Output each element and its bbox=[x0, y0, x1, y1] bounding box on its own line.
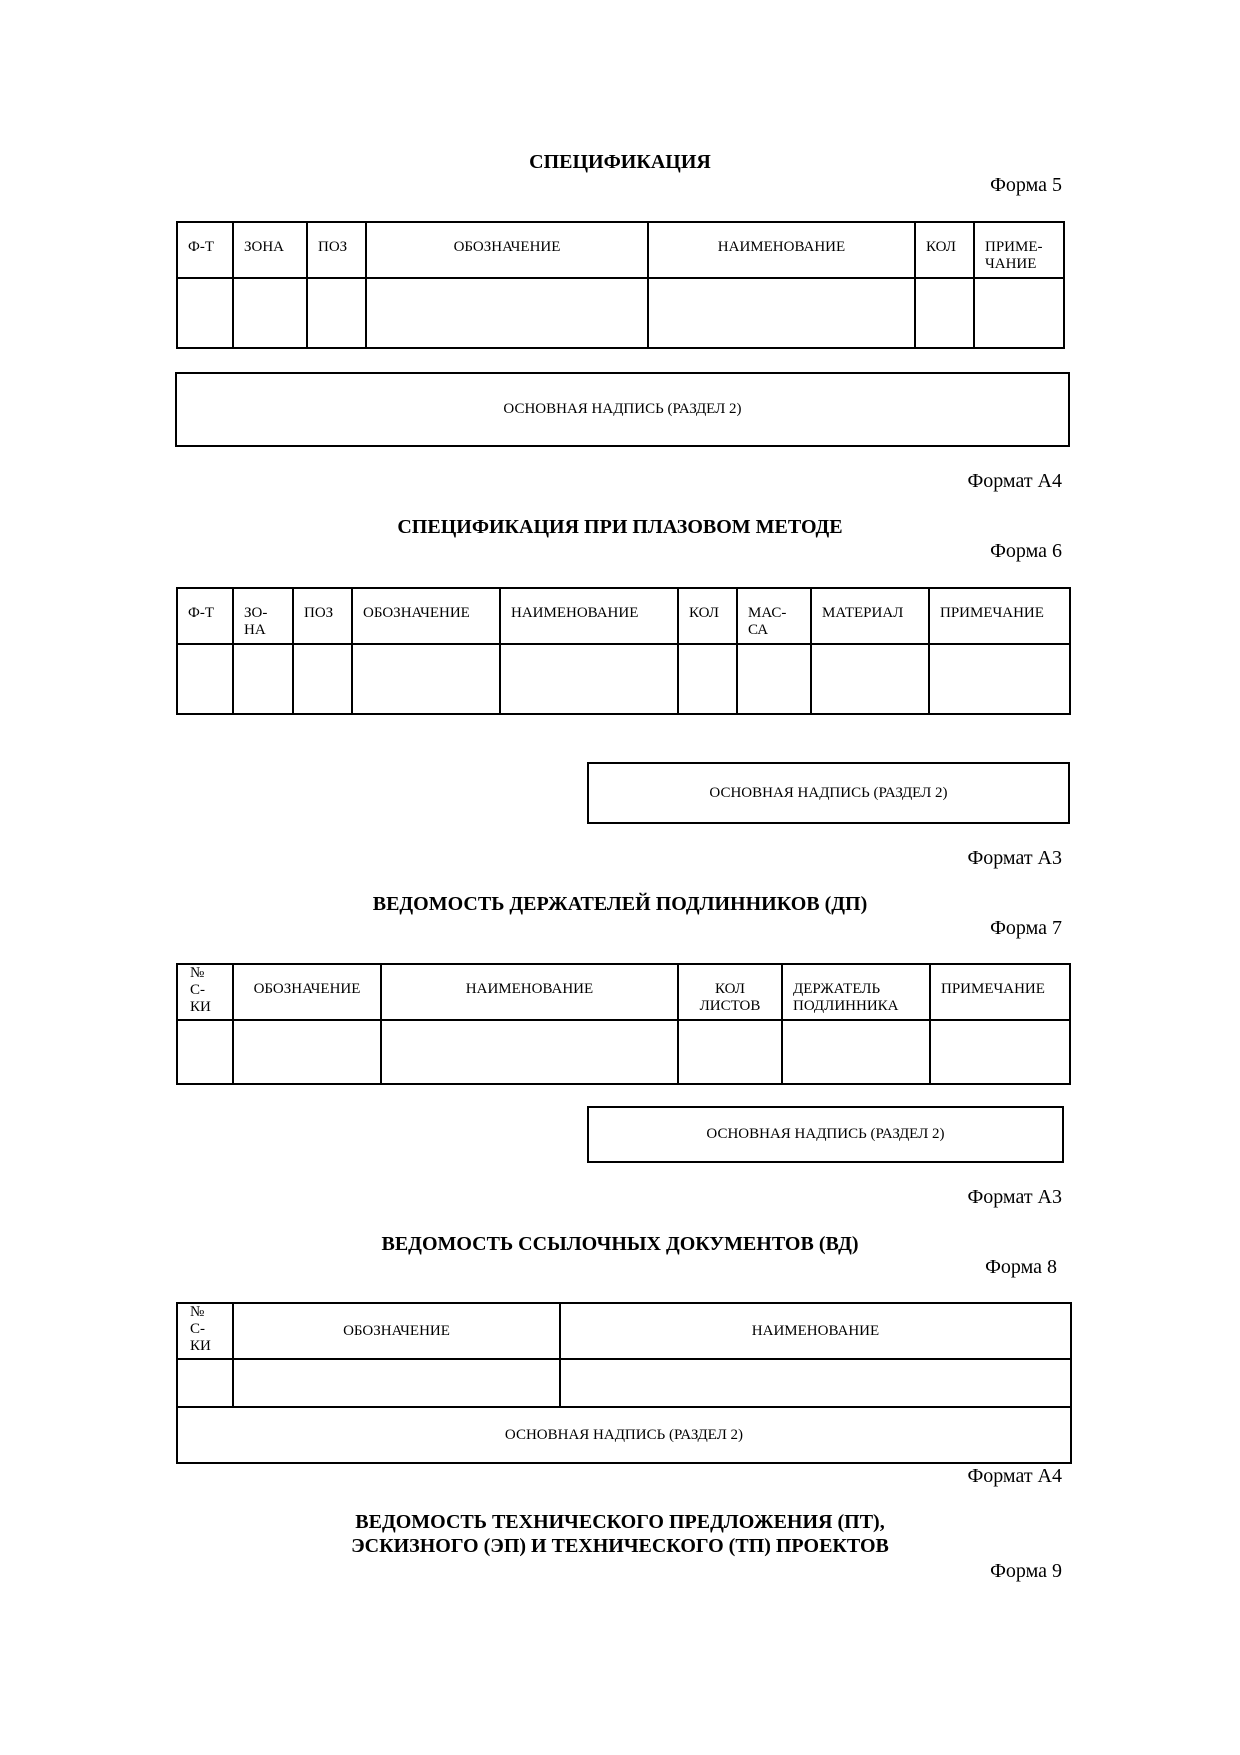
header-cell: НАИМЕНОВАНИЕ bbox=[500, 588, 678, 644]
table-header-row bbox=[177, 588, 1070, 644]
header-cell: ОБОЗНАЧЕНИЕ bbox=[233, 1303, 560, 1359]
section1-format-label: Формат А4 bbox=[967, 470, 1062, 492]
section4-title: ВЕДОМОСТЬ ССЫЛОЧНЫХ ДОКУМЕНТОВ (ВД) bbox=[381, 1233, 859, 1255]
header-cell: ПРИМЕ- ЧАНИЕ bbox=[974, 222, 1064, 278]
table-header-row bbox=[177, 1303, 1071, 1359]
section3-table bbox=[176, 963, 1071, 1085]
header-cell: Ф-Т bbox=[177, 222, 233, 278]
title-block: ОСНОВНАЯ НАДПИСЬ (РАЗДЕЛ 2) bbox=[177, 1407, 1071, 1463]
header-cell: ЗОНА bbox=[233, 222, 307, 278]
header-cell: № С- КИ bbox=[177, 1303, 233, 1359]
section1-table bbox=[176, 221, 1065, 349]
section2-format-label: Формат А3 bbox=[967, 847, 1062, 869]
section5-form-label: Форма 9 bbox=[990, 1560, 1062, 1582]
header-cell: ОБОЗНАЧЕНИЕ bbox=[233, 964, 381, 1020]
section2-form-label: Форма 6 bbox=[990, 540, 1062, 562]
header-cell: № С- КИ bbox=[177, 964, 233, 1020]
section1-title: СПЕЦИФИКАЦИЯ bbox=[529, 151, 711, 173]
section3-format-label: Формат А3 bbox=[967, 1186, 1062, 1208]
header-cell: КОЛ ЛИСТОВ bbox=[678, 964, 782, 1020]
header-cell: НАИМЕНОВАНИЕ bbox=[560, 1303, 1071, 1359]
table-row bbox=[177, 644, 1070, 714]
header-cell: ОБОЗНАЧЕНИЕ bbox=[366, 222, 648, 278]
header-cell: ПОЗ bbox=[293, 588, 352, 644]
section4-form-label: Форма 8 bbox=[985, 1256, 1057, 1278]
header-cell: Ф-Т bbox=[177, 588, 233, 644]
section4-format-label: Формат А4 bbox=[967, 1465, 1062, 1487]
title-block: ОСНОВНАЯ НАДПИСЬ (РАЗДЕЛ 2) bbox=[587, 1106, 1064, 1163]
table-row bbox=[177, 1020, 1070, 1084]
header-cell: ДЕРЖАТЕЛЬ ПОДЛИННИКА bbox=[782, 964, 930, 1020]
table-header-row bbox=[177, 222, 1064, 278]
section1-form-label: Форма 5 bbox=[990, 174, 1062, 196]
section3-title: ВЕДОМОСТЬ ДЕРЖАТЕЛЕЙ ПОДЛИННИКОВ (ДП) bbox=[372, 893, 868, 915]
header-cell: КОЛ bbox=[678, 588, 737, 644]
header-cell: ПРИМЕЧАНИЕ bbox=[930, 964, 1070, 1020]
section5-title-line2: ЭСКИЗНОГО (ЭП) И ТЕХНИЧЕСКОГО (ТП) ПРОЕКТОВ bbox=[351, 1535, 889, 1557]
title-block: ОСНОВНАЯ НАДПИСЬ (РАЗДЕЛ 2) bbox=[175, 372, 1070, 447]
header-cell: ПРИМЕЧАНИЕ bbox=[929, 588, 1070, 644]
section2-table bbox=[176, 587, 1071, 715]
header-cell: КОЛ bbox=[915, 222, 974, 278]
section5-title-line1: ВЕДОМОСТЬ ТЕХНИЧЕСКОГО ПРЕДЛОЖЕНИЯ (ПТ), bbox=[355, 1511, 885, 1533]
table-header-row bbox=[177, 964, 1070, 1020]
table-row bbox=[177, 1359, 1071, 1407]
title-block: ОСНОВНАЯ НАДПИСЬ (РАЗДЕЛ 2) bbox=[587, 762, 1070, 824]
section4-table bbox=[176, 1302, 1072, 1464]
header-cell: НАИМЕНОВАНИЕ bbox=[381, 964, 678, 1020]
header-cell: ПОЗ bbox=[307, 222, 366, 278]
header-cell: НАИМЕНОВАНИЕ bbox=[648, 222, 915, 278]
header-cell: ЗО- НА bbox=[233, 588, 293, 644]
header-cell: МАС- СА bbox=[737, 588, 811, 644]
section2-title: СПЕЦИФИКАЦИЯ ПРИ ПЛАЗОВОМ МЕТОДЕ bbox=[397, 516, 843, 538]
header-cell: ОБОЗНАЧЕНИЕ bbox=[352, 588, 500, 644]
header-cell: МАТЕРИАЛ bbox=[811, 588, 929, 644]
section3-form-label: Форма 7 bbox=[990, 917, 1062, 939]
table-row bbox=[177, 278, 1064, 348]
title-block-row bbox=[177, 1407, 1071, 1463]
